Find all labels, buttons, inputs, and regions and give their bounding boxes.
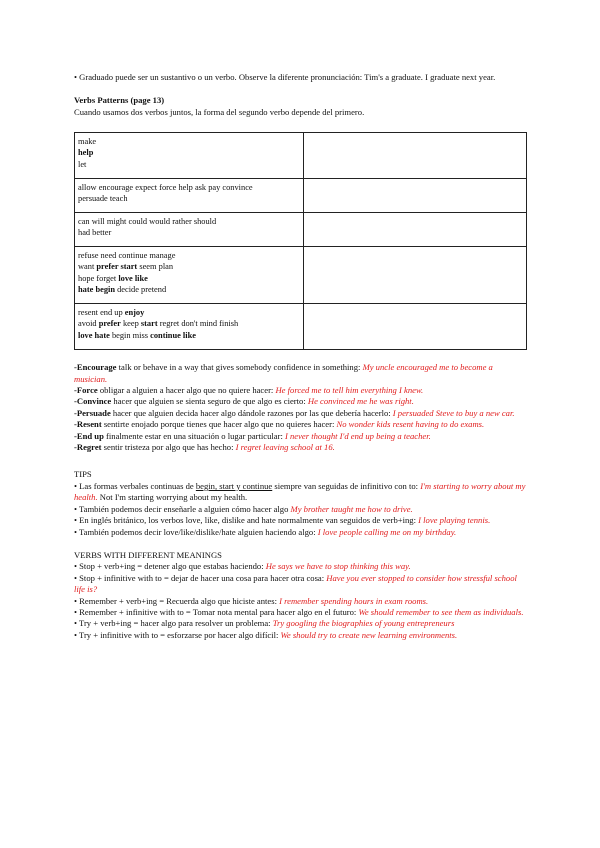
meaning-example: Try googling the biographies of young entrepreneurs [272, 618, 455, 629]
meaning-text: • Try + infinitive with to = esforzarse por hacer algo difícil: [74, 629, 281, 640]
meaning-text: • Remember + verb+ing = Recuerda algo que hiciste antes: [74, 595, 280, 606]
table-cell-right [304, 179, 527, 213]
tip-text: • En inglés británico, los verbos love, like, dislike and hate normalmente van seguidos de verb+ing: [74, 515, 419, 526]
verb-patterns-table [74, 132, 527, 350]
definition-example: I never thought I'd end up being a teacher. [285, 430, 431, 441]
tip-text: • Las formas verbales continuas de [74, 480, 196, 491]
cell-text-bold: hate begin [78, 284, 115, 294]
definition-example: I persuaded Steve to buy a new car. [392, 407, 515, 418]
definition-item [74, 431, 526, 442]
tip-item [74, 515, 526, 526]
meaning-example: He says we have to stop thinking this way. [265, 561, 411, 572]
tip-underlined: begin, start y continue [195, 480, 273, 491]
meaning-text: • Remember + infinitive with to = Tomar nota mental para hacer algo en el futuro: [74, 606, 359, 617]
cell-line: persuade teach [78, 194, 128, 204]
cell-line: help [78, 148, 94, 158]
definition-item [74, 442, 526, 453]
cell-text: decide pretend [115, 284, 167, 294]
meaning-text: • Stop + infinitive with to = dejar de hacer una cosa para hacer otra cosa: [74, 572, 327, 583]
cell-text: want [78, 262, 97, 272]
table-cell-right [304, 247, 527, 304]
table-cell-left [75, 213, 304, 247]
cell-line: let [78, 159, 87, 169]
definition-term: -End up [74, 430, 104, 441]
verb-patterns-subtitle: Cuando usamos dos verbos juntos, la forma del segundo verbo depende del primero. [74, 106, 365, 117]
table-cell-left [75, 179, 304, 213]
meaning-item [74, 618, 526, 629]
table-cell-right [304, 213, 527, 247]
definition-term: -Convince [74, 396, 112, 407]
table-row [75, 247, 527, 304]
cell-text: hope forget [78, 273, 119, 283]
meanings-title: VERBS WITH DIFFERENT MEANINGS [74, 549, 222, 560]
cell-text: avoid [78, 319, 99, 329]
definition-text: sentirte enojado porque tienes que hacer algo que no quieres hacer: [101, 419, 337, 430]
table-cell-left [75, 247, 304, 304]
tip-text: • También podemos decir love/like/dislike/hate alguien haciendo algo: [74, 526, 318, 537]
meaning-example: Have you ever stopped to consider how stressful school life is? [74, 572, 517, 595]
tip-item [74, 527, 526, 538]
definition-text: talk or behave in a way that gives somebody confidence in something: [116, 362, 363, 373]
table-row [75, 133, 527, 179]
definition-example: My uncle encouraged me to become a musician. [74, 362, 493, 384]
cell-text-bold: love like [118, 273, 148, 283]
document-page [74, 72, 526, 641]
definition-example: No wonder kids resent having to do exams. [336, 419, 485, 430]
meaning-item [74, 607, 526, 618]
definition-term: -Encourage [74, 362, 117, 373]
definition-text: sentir tristeza por algo que has hecho: [101, 442, 236, 453]
definition-term: -Persuade [74, 407, 111, 418]
cell-text: begin miss [109, 330, 151, 340]
table-row [75, 179, 527, 213]
definition-example: I regret leaving school at 16. [235, 442, 335, 453]
tip-item [74, 481, 526, 504]
definition-text: hacer que alguien decida hacer algo dándole razones por las que debería hacerlo: [110, 407, 393, 418]
meaning-example: We should try to create new learning environments. [280, 629, 458, 640]
cell-text-bold: continue like [150, 330, 196, 340]
definition-term: -Resent [74, 419, 102, 430]
tips-title: TIPS [74, 469, 92, 480]
definition-text: obligar a alguien a hacer algo que no quiere hacer: [97, 385, 276, 396]
definition-example: He forced me to tell him everything I knew. [275, 385, 424, 396]
cell-text-bold: start [140, 319, 158, 329]
cell-text: regret don't mind finish [157, 319, 239, 329]
cell-line: had better [78, 228, 112, 238]
definition-item [74, 408, 526, 419]
definition-term: -Force [74, 385, 98, 396]
definition-text: finalmente estar en una situación o lugar particular: [103, 430, 285, 441]
cell-line: can will might could would rather should [78, 217, 217, 227]
cell-text-bold: prefer [98, 319, 121, 329]
tip-example: I love playing tennis. [418, 515, 491, 526]
definition-term: -Regret [74, 442, 102, 453]
tip-item [74, 504, 526, 515]
tip-example: My brother taught me how to drive. [290, 503, 413, 514]
table-cell-left [75, 304, 304, 350]
cell-text-bold: enjoy [124, 308, 145, 318]
table-cell-right [304, 133, 527, 179]
cell-line: make [78, 137, 97, 147]
meaning-item [74, 630, 526, 641]
meaning-item [74, 573, 526, 596]
table-cell-left [75, 133, 304, 179]
definition-item [74, 385, 526, 396]
tip-text: siempre van seguidas de infinitivo con to: [272, 480, 421, 491]
tip-example: I love people calling me on my birthday. [317, 526, 457, 537]
definition-item [74, 362, 526, 385]
meaning-text: • Stop + verb+ing = detener algo que estabas haciendo: [74, 561, 266, 572]
table-row [75, 213, 527, 247]
verb-patterns-title: Verbs Patterns (page 13) [74, 95, 165, 106]
intro-note: • Graduado puede ser un sustantivo o un verbo. Observe la diferente pronunciación: Tim's a graduate. I graduate next year. [74, 72, 496, 82]
cell-text: keep [120, 319, 141, 329]
cell-text: seem plan [137, 262, 174, 272]
meaning-item [74, 561, 526, 572]
definition-item [74, 396, 526, 407]
meaning-example: I remember spending hours in exam rooms. [279, 595, 429, 606]
cell-line: refuse need continue manage [78, 251, 176, 261]
meaning-item [74, 596, 526, 607]
tip-text: • También podemos decir enseñarle a alguien cómo hacer algo [74, 503, 291, 514]
table-cell-right [304, 304, 527, 350]
meaning-text: • Try + verb+ing = hacer algo para resolver un problema: [74, 618, 273, 629]
cell-text-bold: love hate [78, 330, 110, 340]
tip-example: I'm starting to worry about my health. [74, 480, 526, 503]
definitions-list [74, 362, 526, 453]
cell-text-bold: prefer start [96, 262, 138, 272]
definition-text: hacer que alguien se sienta seguro de que algo es cierto: [111, 396, 308, 407]
cell-line: allow encourage expect force help ask pay convince [78, 183, 253, 193]
cell-text: resent end up [78, 308, 125, 318]
definition-item [74, 419, 526, 430]
definition-example: He convinced me he was right. [307, 396, 414, 407]
tip-text: Not I'm starting worrying about my health. [97, 492, 248, 503]
table-row [75, 304, 527, 350]
meaning-example: We should remember to see them as individuals. [358, 606, 524, 617]
